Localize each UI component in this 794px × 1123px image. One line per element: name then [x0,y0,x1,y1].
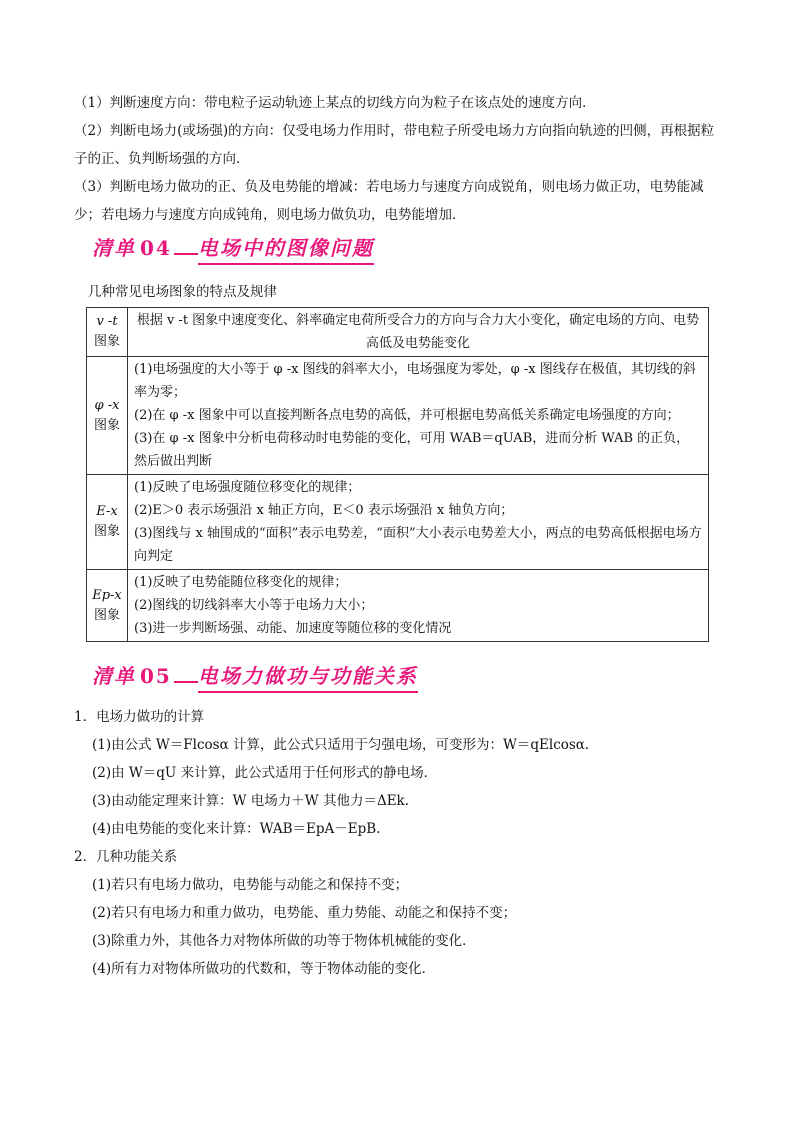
paragraph-velocity-direction: （1）判断速度方向：带电粒子运动轨迹上某点的切线方向为粒子在该点处的速度方向． [74,95,596,111]
list-item: (2)若只有电场力和重力做功，电势能、重力势能、动能之和保持不变； [92,905,517,921]
heading-underline [174,252,198,255]
row-content: (1)反映了电场强度随位移变化的规律； (2)E＞0 表示场强沿 x 轴正方向，E＜0 表示场强沿 x 轴负方向； (3)图线与 x 轴围成的“面积”表示电势差，“面积”大小表示电势差大小，两点的电势高低根据电场方向判定 [128,475,709,570]
row-content: (1)电场强度的大小等于 φ -x 图线的斜率大小，电场强度为零处，φ -x 图线存在极值，其切线的斜率为零； (2)在 φ -x 图象中可以直接判断各点电势的高低，并可根据电势高低关系确定电场强度的方向； (3)在 φ -x 图象中分析电荷移动时电势能的变化，可用 WAB＝qUAB，进而分析 WAB 的正负，然后做出判断 [128,357,709,475]
list-item: (2)由 W＝qU 来计算，此公式适用于任何形式的静电场． [92,765,438,781]
table-row [87,475,709,570]
heading-title: 电场力做功与功能关系 [198,660,418,693]
row-label: Ep-x 图象 [87,570,128,642]
row-label: φ -x 图象 [87,357,128,475]
paragraph-work-energy: （3）判断电场力做功的正、负及电势能的增减：若电场力与速度方向成锐角，则电场力做正功，电势能减少；若电场力与速度方向成钝角，则电场力做负功，电势能增加． [74,179,704,223]
graph-rules-table [86,307,709,642]
list-item: (3)由动能定理来计算：W 电场力＋W 其他力＝ΔEk. [92,793,410,809]
list-item: (4)所有力对物体所做功的代数和，等于物体动能的变化． [92,961,436,977]
table-row [87,357,709,475]
heading-title: 电场中的图像问题 [198,232,374,265]
row-content: (1)反映了电势能随位移变化的规律； (2)图线的切线斜率大小等于电场力大小； (3)进一步判断场强、动能、加速度等随位移的变化情况 [128,570,709,642]
list-item: (4)由电势能的变化来计算：WAB＝EpA－EpB. [92,821,381,837]
list-item: (3)除重力外，其他各力对物体所做的功等于物体机械能的变化． [92,933,476,949]
work-section [74,703,734,983]
heading-prefix: 清单 [92,236,136,260]
section-heading-04 [92,232,374,262]
heading-number: 04 [140,236,172,260]
row-content: 根据 v -t 图象中速度变化、斜率确定电荷所受合力的方向与合力大小变化，确定电场的方向、电势高低及电势能变化 [128,308,709,357]
heading-number: 05 [140,664,172,688]
subsection-title: 1．电场力做功的计算 [74,709,205,725]
row-label: v -t 图象 [87,308,128,357]
list-item: (1)若只有电场力做功，电势能与动能之和保持不变； [92,877,409,893]
list-item: (1)由公式 W＝Flcosα 计算，此公式只适用于匀强电场，可变形为：W＝qElcosα. [92,737,590,753]
table-intro: 几种常见电场图象的特点及规律 [88,284,277,300]
section-heading-05 [92,660,418,690]
subsection-title: 2．几种功能关系 [74,849,178,865]
row-label: E-x 图象 [87,475,128,570]
table-row [87,570,709,642]
heading-underline [174,680,198,683]
table-row [87,308,709,357]
paragraph-force-direction: （2）判断电场力(或场强)的方向：仅受电场力作用时，带电粒子所受电场力方向指向轨迹的凹侧，再根据粒子的正、负判断场强的方向． [74,123,715,167]
heading-prefix: 清单 [92,664,136,688]
